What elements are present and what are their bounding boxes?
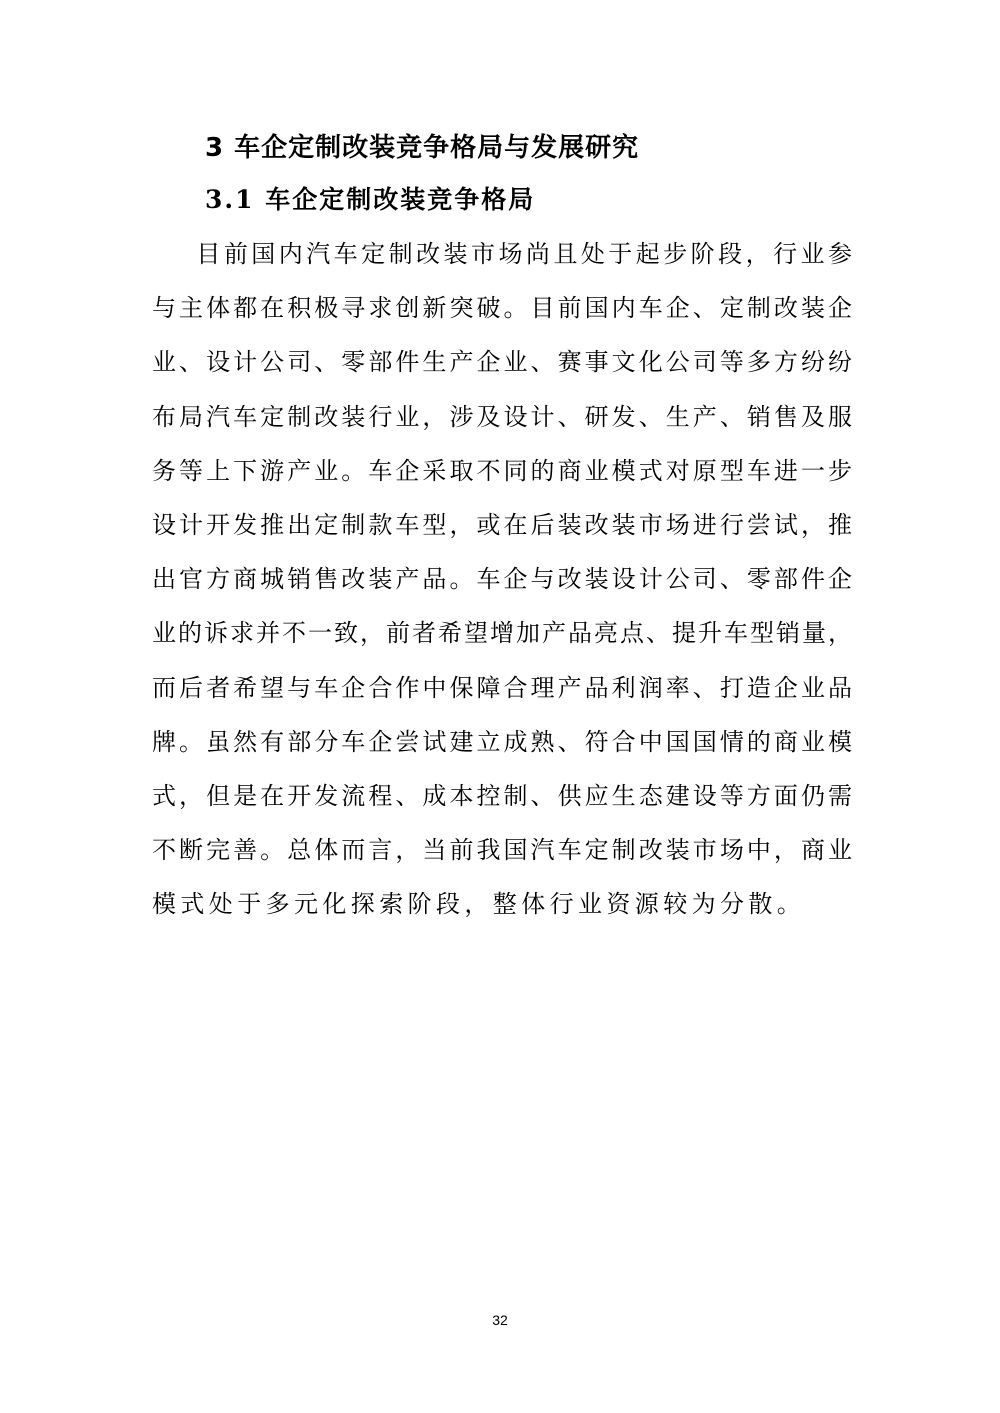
paragraph-line: 业的诉求并不一致，前者希望增加产品亮点、提升车型销量，: [152, 619, 852, 648]
paragraph-line: 目前国内汽车定制改装市场尚且处于起步阶段，行业参: [152, 240, 852, 268]
paragraph-line: 与主体都在积极寻求创新突破。目前国内车企、定制改装企: [152, 294, 852, 323]
paragraph-line: 务等上下游产业。车企采取不同的商业模式对原型车进一步: [152, 456, 852, 485]
paragraph-line: 设计开发推出定制款车型，或在后装改装市场进行尝试，推: [152, 510, 852, 539]
paragraph-line: 式，但是在开发流程、成本控制、供应生态建设等方面仍需: [152, 781, 852, 810]
paragraph-line: 业、设计公司、零部件生产企业、赛事文化公司等多方纷纷: [152, 348, 852, 377]
paragraph-line: 布局汽车定制改装行业，涉及设计、研发、生产、销售及服: [152, 402, 852, 431]
page-number: 32: [492, 1312, 508, 1328]
paragraph-line: 不断完善。总体而言，当前我国汽车定制改装市场中，商业: [152, 836, 852, 865]
paragraph-line: 模式处于多元化探索阶段，整体行业资源较为分散。: [152, 890, 806, 919]
section-title: 3 车企定制改装竞争格局与发展研究: [205, 133, 640, 163]
body-paragraph: [152, 227, 852, 931]
subsection-title: 3.1 车企定制改装竞争格局: [205, 185, 536, 214]
paragraph-line: 出官方商城销售改装产品。车企与改装设计公司、零部件企: [152, 565, 852, 594]
paragraph-line: 而后者希望与车企合作中保障合理产品利润率、打造企业品: [152, 673, 852, 702]
paragraph-line: 牌。虽然有部分车企尝试建立成熟、符合中国国情的商业模: [152, 727, 852, 756]
